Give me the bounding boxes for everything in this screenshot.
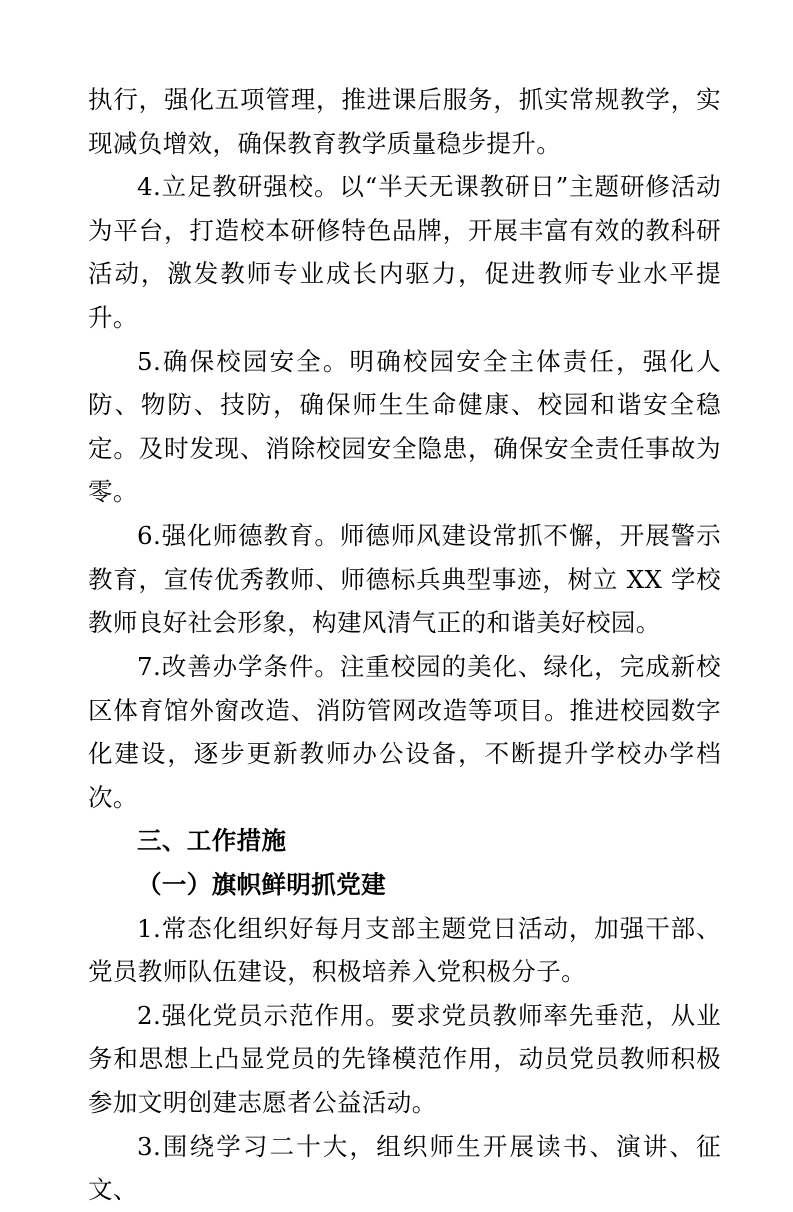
- paragraph-item-6: 6.强化师德教育。师德师风建设常抓不懈，开展警示教育，宣传优秀教师、师德标兵典型事迹，树立 XX 学校教师良好社会形象，构建风清气正的和谐美好校园。: [88, 521, 721, 638]
- paragraph-item-7: 7.改善办学条件。注重校园的美化、绿化，完成新校区体育馆外窗改造、消防管网改造等项目。推进校园数字化建设，逐步更新教师办公设备，不断提升学校办学档次。: [88, 651, 721, 812]
- paragraph-item-5: 5.确保校园安全。明确校园安全主体责任，强化人防、物防、技防，确保师生生命健康、校园和谐安全稳定。及时发现、消除校园安全隐患，确保安全责任事故为零。: [88, 346, 721, 507]
- section-heading-three: 三、工作措施: [137, 826, 287, 856]
- subsection-heading-one: （一）旗帜鲜明抓党建: [137, 869, 386, 899]
- paragraph-measure-2: 2.强化党员示范作用。要求党员教师率先垂范，从业务和思想上凸显党员的先锋模范作用，动员党员教师积极参加文明创建志愿者公益活动。: [88, 1000, 721, 1118]
- paragraph-continuation: 执行，强化五项管理，推进课后服务，抓实常规教学，实现减负增效，确保教育教学质量稳步提升。: [88, 85, 721, 158]
- document-body: [88, 78, 721, 1212]
- paragraph-measure-1: 1.常态化组织好每月支部主题党日活动，加强干部、党员教师队伍建设，积极培养入党积极分子。: [88, 913, 721, 987]
- paragraph-measure-3: 3.围绕学习二十大，组织师生开展读书、演讲、征文、: [88, 1131, 721, 1205]
- paragraph-item-4: 4.立足教研强校。以“半天无课教研日”主题研修活动为平台，打造校本研修特色品牌，开展丰富有效的教科研活动，激发教师专业成长内驱力，促进教师专业水平提升。: [88, 172, 721, 333]
